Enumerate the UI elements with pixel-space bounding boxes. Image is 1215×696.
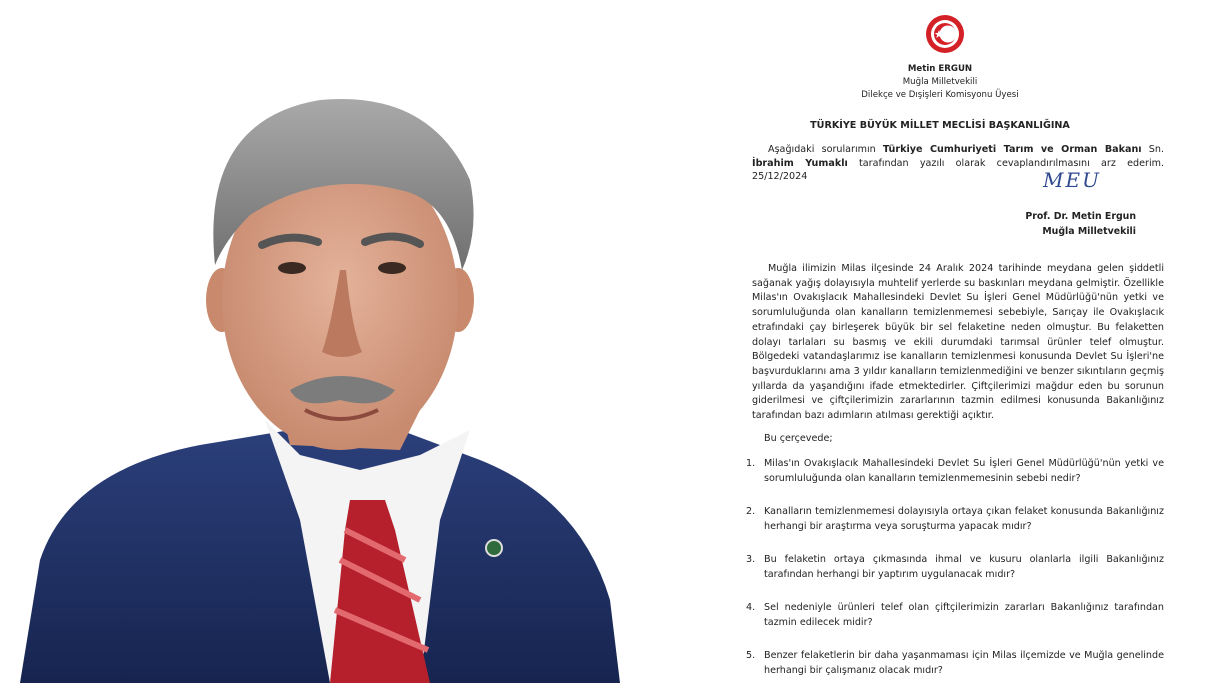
signer-title: Muğla Milletvekili	[1042, 226, 1136, 237]
mp-header	[700, 63, 1180, 102]
recipient-heading: TÜRKİYE BÜYÜK MİLLET MECLİSİ BAŞKANLIĞINA	[810, 120, 1070, 131]
list-item: 1. Milas'ın Ovakışlacık Mahallesindeki Devlet Su İşleri Genel Müdürlüğü'nün yetki ve sorumluluğunda olan kanalların temizlenmemesinin sebebi nedir?	[746, 458, 1164, 484]
body-paragraph: Muğla ilimizin Milas ilçesinde 24 Aralık 2024 tarihinde meydana gelen şiddetli sağanak yağış dolayısıyla muhtelif yerlerde su baskınları meydana gelmiştir. Özellikle Milas'ın Ovakışlacık Mahallesindeki Devlet Su İşleri Genel Müdürlüğü'nün yetki ve sorumluluğunda olan kanalların temizlenmemesi sebebiyle, Sarıçay ile Ovakışlacık etrafındaki çay birleşerek büyük bir sel felaketine neden olmuştur. Bu felaketten dolayı tarlaları su basmış ve ekili durumdaki tarımsal ürünler telef olmuştur. Bölgedeki vatandaşlarımız ise kanalların temizlenmesi konusunda Devlet Su İşleri'ne başvurduklarını ama 3 yıldır kanalların temizlenmediğini ve benzer sıkıntıların geçmiş yıllarda da yaşandığını ifade etmektedirler. Çiftçilerimizi mağdur eden bu sorunun giderilmesi ve çiftçilerimizin zararlarının tazmin edilmesi konusunda Bakanlığınız tarafından bazı adımların atılması gerektiği açıktır.	[752, 263, 1164, 422]
list-item: 5. Benzer felaketlerin bir daha yaşanmaması için Milas ilçemizde ve Muğla genelinde herhangi bir çalışmanız olacak mıdır?	[746, 650, 1164, 676]
list-item: 2. Kanalların temizlenmemesi dolayısıyla ortaya çıkan felaket konusunda Bakanlığınız herhangi bir araştırma veya soruşturma yapacak mıdır?	[746, 506, 1164, 532]
minister-name: İbrahim Yumaklı	[752, 157, 848, 169]
mp-title: Muğla Milletvekili	[902, 77, 978, 87]
intro-paragraph: Aşağıdaki sorularımın Türkiye Cumhuriyeti Tarım ve Orman Bakanı Sn. İbrahim Yumaklı tarafından yazılı olarak cevaplandırılmasını arz ederim. 25/12/2024	[752, 144, 1164, 183]
mp-name: Metin ERGUN	[907, 64, 973, 74]
signer-name: Prof. Dr. Metin Ergun	[1025, 211, 1136, 222]
parliamentary-question-document	[700, 0, 1180, 683]
lapel-pin	[486, 540, 502, 556]
mp-committee: Dilekçe ve Dışişleri Komisyonu Üyesi	[861, 90, 1019, 100]
tbmm-emblem-icon	[925, 12, 965, 56]
list-item: 4. Sel nedeniyle ürünleri telef olan çiftçilerimizin zararları Bakanlığınız tarafından tazmin edilecek midir?	[746, 602, 1164, 628]
framework-line: Bu çerçevede;	[764, 433, 833, 444]
list-item: 3. Bu felaketin ortaya çıkmasında ihmal ve kusuru olanlarla ilgili Bakanlığınız tarafından herhangi bir yaptırım uygulanacak mıdır?	[746, 554, 1164, 580]
signer-block	[1025, 209, 1136, 239]
question-list	[746, 456, 1164, 696]
minister-title: Türkiye Cumhuriyeti Tarım ve Orman Bakanı	[882, 144, 1142, 155]
handwritten-signature: MEU	[1043, 168, 1101, 192]
